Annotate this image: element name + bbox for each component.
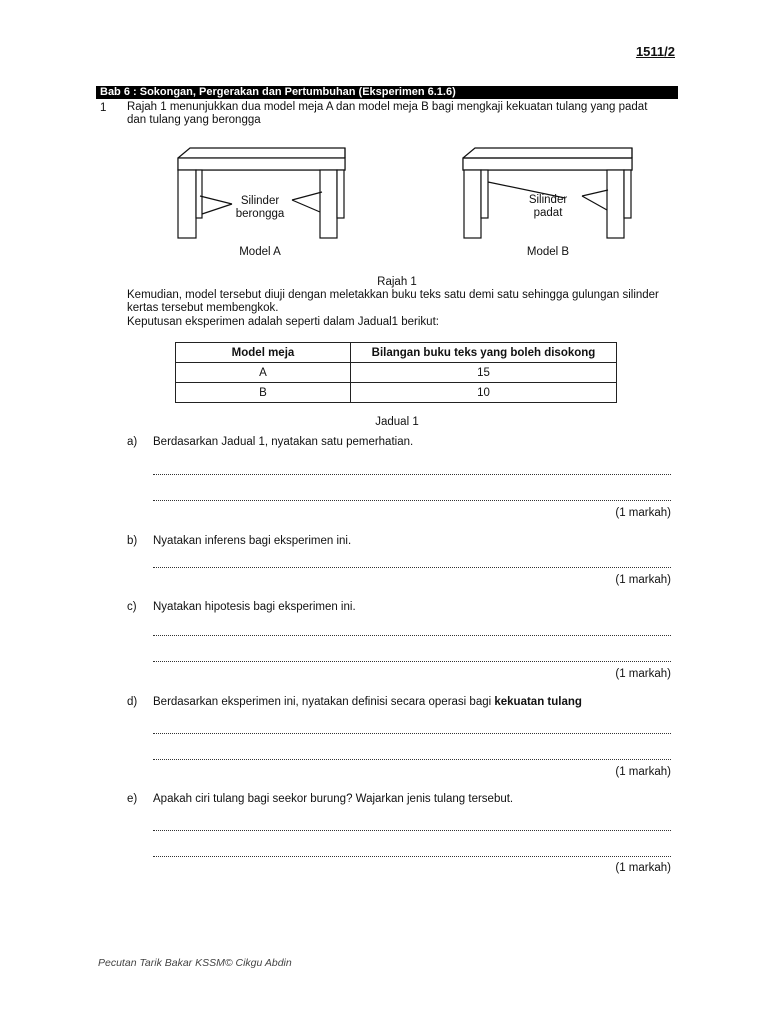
answer-line[interactable] (153, 499, 671, 501)
answer-line[interactable] (153, 855, 671, 857)
part-a-question: Berdasarkan Jadual 1, nyatakan satu pemerhatian. (153, 436, 414, 448)
answer-line[interactable] (153, 732, 671, 734)
rajah-1-figure (170, 140, 640, 270)
page-footer: Pecutan Tarik Bakar KSSM© Cikgu Abdin (98, 957, 292, 969)
answer-line[interactable] (153, 758, 671, 760)
part-c-question: Nyatakan hipotesis bagi eksperimen ini. (153, 601, 356, 613)
table-cell: A (176, 363, 351, 383)
table-cell: 15 (351, 363, 617, 383)
part-c-label: c) (127, 601, 137, 613)
model-a-caption: Model A (239, 246, 281, 258)
table-header-cell: Bilangan buku teks yang boleh disokong (351, 343, 617, 363)
answer-line[interactable] (153, 473, 671, 475)
part-d-marks: (1 markah) (615, 766, 671, 778)
part-d-key-term: kekuatan tulang (494, 696, 582, 708)
question-number: 1 (100, 102, 107, 114)
paragraph-procedure: Kemudian, model tersebut diuji dengan meletakkan buku teks satu demi satu sehingga gulungan silinder kertas tersebut membengkok. (127, 289, 659, 314)
table-caption: Jadual 1 (375, 416, 419, 428)
model-a-label-line1: Silinder (240, 195, 280, 207)
model-b-label-line1: Silinder (528, 194, 568, 206)
figure-caption: Rajah 1 (377, 276, 417, 288)
table-header-row (176, 343, 617, 363)
part-d-question (153, 696, 582, 708)
model-a-label-line2: berongga (235, 208, 285, 220)
part-e-question: Apakah ciri tulang bagi seekor burung? Wajarkan jenis tulang tersebut. (153, 793, 514, 805)
part-e-marks: (1 markah) (615, 862, 671, 874)
answer-line[interactable] (153, 829, 671, 831)
answer-line[interactable] (153, 634, 671, 636)
part-b-question: Nyatakan inferens bagi eksperimen ini. (153, 535, 352, 547)
part-b-marks: (1 markah) (615, 574, 671, 586)
results-table (175, 342, 617, 403)
table-row (176, 383, 617, 403)
paragraph-results-intro: Keputusan eksperimen adalah seperti dalam Jadual1 berikut: (127, 316, 439, 328)
table-cell: 10 (351, 383, 617, 403)
answer-line[interactable] (153, 566, 671, 568)
part-b-label: b) (127, 535, 138, 547)
model-b-drawing (463, 148, 632, 238)
part-d-label: d) (127, 696, 138, 708)
table-row (176, 363, 617, 383)
answer-line[interactable] (153, 660, 671, 662)
model-a-drawing (178, 148, 345, 238)
chapter-title-bar: Bab 6 : Sokongan, Pergerakan dan Pertumbuhan (Eksperimen 6.1.6) (96, 86, 678, 99)
part-d-question-text: Berdasarkan eksperimen ini, nyatakan definisi secara operasi bagi (153, 696, 495, 708)
model-b-caption: Model B (526, 246, 570, 258)
question-intro: Rajah 1 menunjukkan dua model meja A dan model meja B bagi mengkaji kekuatan tulang yang padat dan tulang yang berongga (127, 101, 648, 126)
table-header-cell: Model meja (176, 343, 351, 363)
part-a-label: a) (127, 436, 138, 448)
part-a-marks: (1 markah) (615, 507, 671, 519)
table-cell: B (176, 383, 351, 403)
paper-code: 1511/2 (635, 44, 675, 59)
part-e-label: e) (127, 793, 138, 805)
part-c-marks: (1 markah) (615, 668, 671, 680)
model-b-label-line2: padat (533, 207, 563, 219)
